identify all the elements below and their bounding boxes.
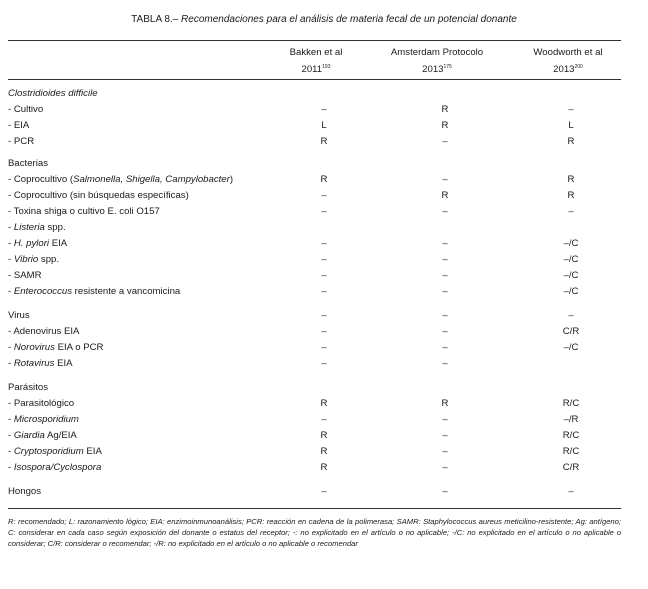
table-cell: R — [567, 174, 575, 185]
table-cell: R — [441, 190, 449, 201]
table-cell: R — [441, 120, 449, 131]
table-title — [0, 14, 648, 25]
row-label: Hongos — [8, 486, 42, 497]
table-cell: – — [568, 206, 574, 217]
column-header-woodworth — [523, 45, 613, 77]
row-label: Bacterias — [8, 158, 48, 169]
table-row — [8, 484, 628, 500]
table-row — [8, 380, 628, 396]
table-row — [8, 134, 628, 150]
row-label: - Microsporidium — [8, 414, 79, 425]
table-row — [8, 268, 628, 284]
table-cell: R — [320, 462, 328, 473]
table-cell: – — [442, 286, 448, 297]
table-cell: – — [321, 358, 327, 369]
column-header-line: Amsterdam Protocolo — [390, 47, 484, 58]
table-row — [8, 172, 628, 188]
row-label: - PCR — [8, 136, 35, 147]
table-row — [8, 396, 628, 412]
table-cell: – — [321, 104, 327, 115]
table-row — [8, 204, 628, 220]
table-cell: –/C — [563, 286, 579, 297]
table-cell: –/C — [563, 254, 579, 265]
top-rule — [8, 40, 621, 41]
table-cell: – — [568, 104, 574, 115]
row-label: - Coprocultivo (sin búsquedas específicas) — [8, 190, 189, 201]
table-cell: – — [442, 238, 448, 249]
table-cell: – — [321, 206, 327, 217]
table-cell: – — [442, 326, 448, 337]
row-label: Parásitos — [8, 382, 48, 393]
row-label: - Isospora/Cyclospora — [8, 462, 102, 473]
table-row — [8, 118, 628, 134]
table-row — [8, 460, 628, 476]
table-cell: C/R — [562, 326, 580, 337]
table-row — [8, 284, 628, 300]
table-cell: – — [321, 190, 327, 201]
table-cell: R — [567, 136, 575, 147]
table-row — [8, 324, 628, 340]
table-cell: R — [320, 430, 328, 441]
table-cell: –/C — [563, 238, 579, 249]
table-cell: L — [321, 120, 327, 131]
table-row — [8, 308, 628, 324]
table-cell: – — [321, 270, 327, 281]
column-header-year: 2013$^{200}$ — [553, 64, 583, 75]
table-row — [8, 444, 628, 460]
reference-number: 200 — [574, 64, 583, 70]
table-cell: – — [321, 310, 327, 321]
table-row — [8, 412, 628, 428]
table-row — [8, 102, 628, 118]
bottom-rule — [8, 508, 621, 509]
table-row — [8, 252, 628, 268]
table-cell: R/C — [562, 430, 580, 441]
table-cell: – — [442, 486, 448, 497]
table-footnote: R: recomendado; L: razonamiento lógico; EIA: enzimoinmunoanálisis; PCR: reacción en cadena de la polimerasa; SAMR: Staphylococcus aureus meticilino-resistente; Ag: antígeno; C: considerar en cada caso según exposición del donante o estatus del receptor; -: no explicitado en el artículo o no aplicable; -/C: no explicitado en el artículo o no aplicable o considerar; C/R: considerar o recomendar; -/R: no explicitado en el artículo o no aplicable o recomendar — [8, 517, 621, 548]
row-label: - Norovirus EIA o PCR — [8, 342, 104, 353]
table-cell: R/C — [562, 398, 580, 409]
table-cell: – — [321, 286, 327, 297]
table-cell: – — [321, 342, 327, 353]
table-cell: – — [442, 446, 448, 457]
column-header-year: 2013$^{175}$ — [422, 64, 452, 75]
header-rule — [8, 79, 621, 80]
table-cell: R — [320, 174, 328, 185]
table-row — [8, 220, 628, 236]
table-caption: Recomendaciones para el análisis de materia fecal de un potencial donante — [181, 14, 517, 25]
table-cell: – — [568, 310, 574, 321]
table-cell: – — [321, 326, 327, 337]
table-cell: L — [568, 120, 574, 131]
table-cell: – — [568, 486, 574, 497]
row-label: Clostridioides difficile — [8, 88, 98, 99]
column-header-year: 2011$^{193}$ — [301, 64, 331, 75]
row-label: - Giardia Ag/EIA — [8, 430, 77, 441]
row-label: Virus — [8, 310, 30, 321]
table-cell: R — [320, 398, 328, 409]
row-label: - H. pylori EIA — [8, 238, 68, 249]
row-label: - Parasitológico — [8, 398, 75, 409]
row-label: - Vibrio spp. — [8, 254, 60, 265]
table-row — [8, 340, 628, 356]
table-cell: R — [320, 136, 328, 147]
table-label: TABLA 8.– — [131, 14, 179, 25]
table-cell: C/R — [562, 462, 580, 473]
table-row — [8, 86, 628, 102]
reference-number: 175 — [443, 64, 452, 70]
reference-number: 193 — [322, 64, 331, 70]
column-header-bakken — [280, 45, 352, 77]
table-cell: – — [321, 486, 327, 497]
table-cell: –/R — [563, 414, 579, 425]
table-cell: – — [442, 174, 448, 185]
table-cell: – — [442, 206, 448, 217]
table-cell: – — [321, 254, 327, 265]
row-label: - Adenovirus EIA — [8, 326, 80, 337]
table-cell: – — [442, 414, 448, 425]
row-label: - Rotavirus EIA — [8, 358, 73, 369]
table-cell: – — [442, 462, 448, 473]
table-cell: –/C — [563, 342, 579, 353]
table-cell: – — [442, 310, 448, 321]
table-cell: – — [442, 358, 448, 369]
row-label: - Cultivo — [8, 104, 44, 115]
table-cell: –/C — [563, 270, 579, 281]
column-header-line: Bakken et al — [289, 47, 343, 58]
table-cell: R — [441, 104, 449, 115]
table-cell: – — [442, 430, 448, 441]
table-row — [8, 188, 628, 204]
table-row — [8, 356, 628, 372]
column-header-amsterdam — [377, 45, 497, 77]
table-cell: R/C — [562, 446, 580, 457]
column-header-line: Woodworth et al — [533, 47, 603, 58]
row-label: - EIA — [8, 120, 30, 131]
table-row — [8, 428, 628, 444]
table-row — [8, 156, 628, 172]
table-cell: – — [321, 414, 327, 425]
row-label: - Enterococcus resistente a vancomicina — [8, 286, 181, 297]
table-cell: R — [441, 398, 449, 409]
table-cell: – — [442, 270, 448, 281]
table-cell: – — [321, 238, 327, 249]
table-row — [8, 236, 628, 252]
row-label: - Coprocultivo (Salmonella, Shigella, Campylobacter) — [8, 174, 234, 185]
row-label: - Cryptosporidium EIA — [8, 446, 102, 457]
table-cell: R — [320, 446, 328, 457]
table-cell: – — [442, 342, 448, 353]
table-cell: – — [442, 136, 448, 147]
row-label: - Toxina shiga o cultivo E. coli O157 — [8, 206, 160, 217]
row-label: - SAMR — [8, 270, 42, 281]
table-cell: – — [442, 254, 448, 265]
table-cell: R — [567, 190, 575, 201]
row-label: - Listeria spp. — [8, 222, 66, 233]
